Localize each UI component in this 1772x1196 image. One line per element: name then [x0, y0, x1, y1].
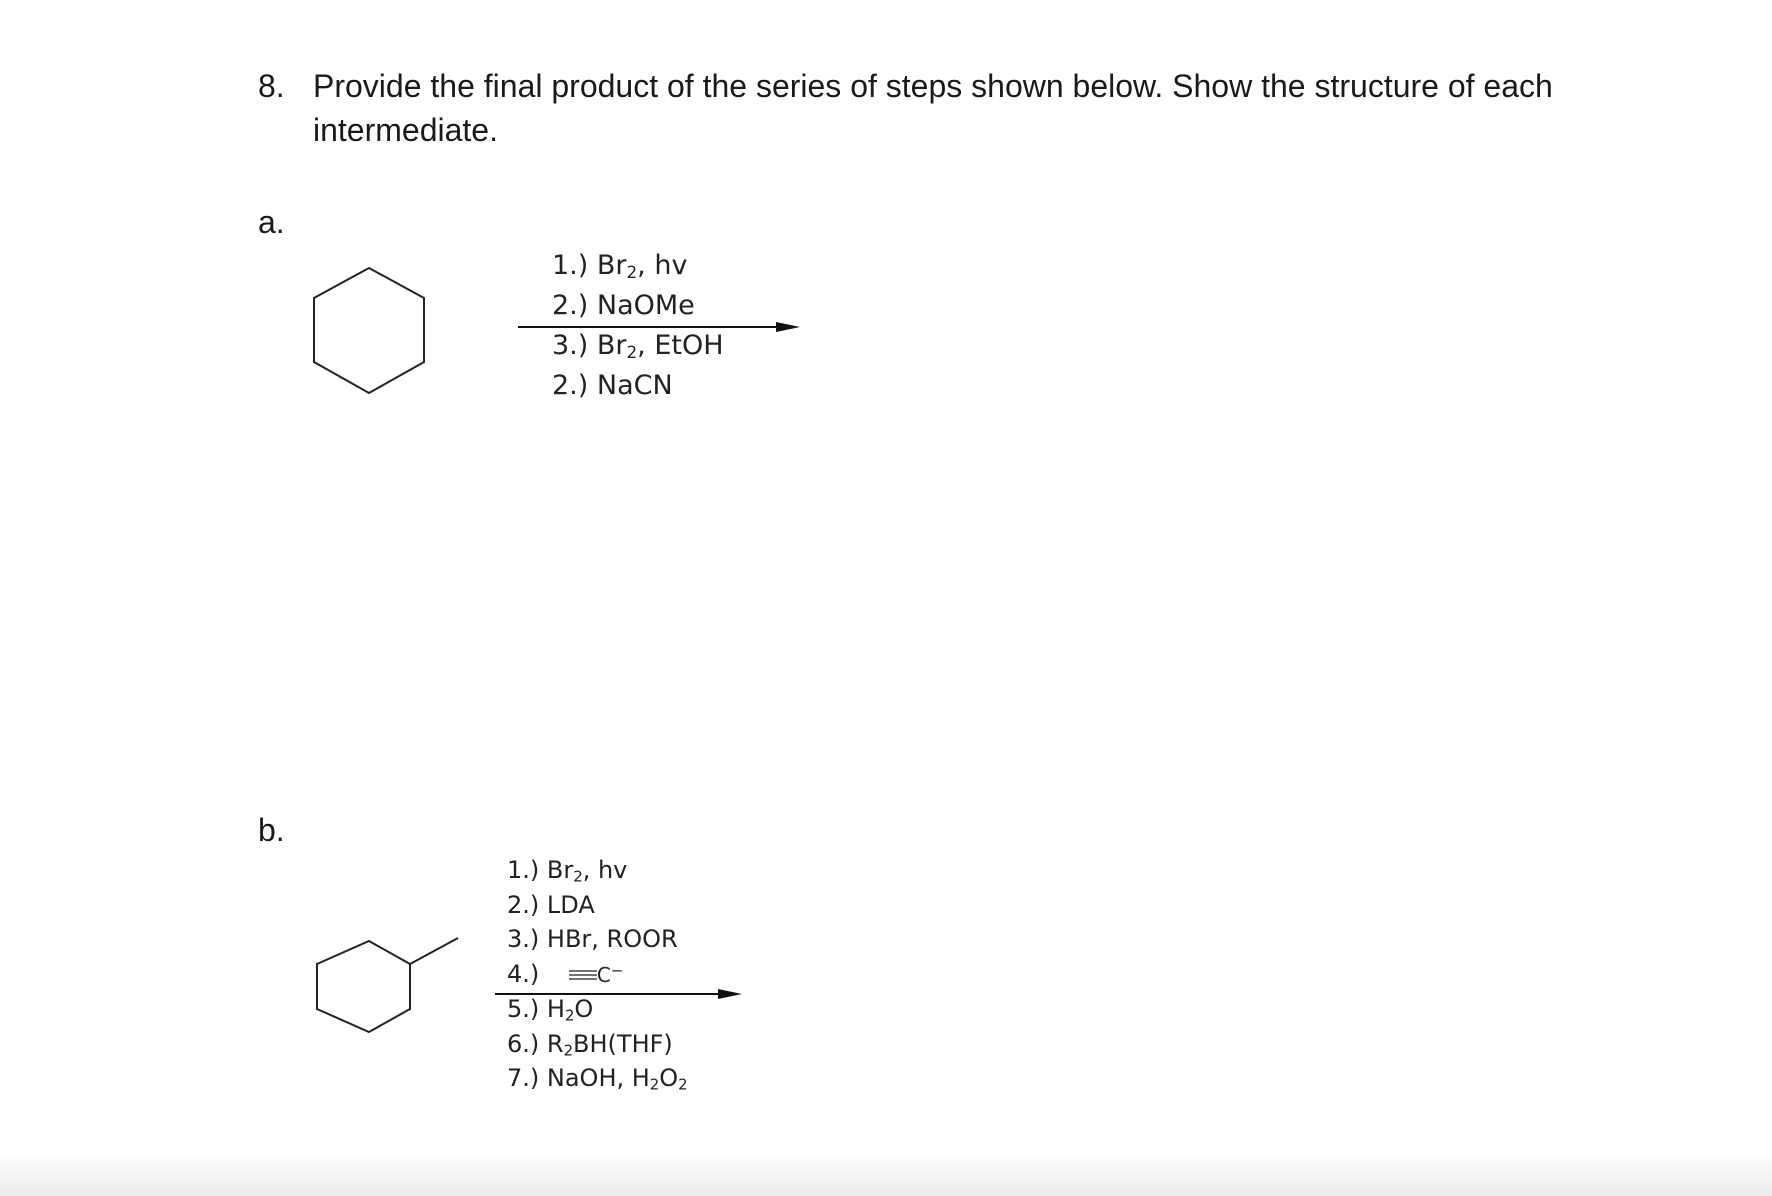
- part-b-reagent-2: 2.) LDA: [507, 890, 595, 919]
- reagent-step-number: 3.): [507, 925, 547, 953]
- reagent-step-number: 5.): [507, 995, 547, 1023]
- part-a-label: a.: [258, 204, 285, 240]
- part-a-reagent-2: 2.) NaOMe: [552, 290, 695, 321]
- part-a-reagent-3: 3.) $Br_2$, EtOH: [552, 330, 724, 363]
- part-b-arrow-head: [718, 989, 742, 999]
- part-a-reagent-1: 1.) $Br_2$, hv: [552, 250, 688, 283]
- reagent-step-number: 6.): [507, 1029, 547, 1058]
- part-b-reagent-5: 5.) $H_2O$: [507, 995, 594, 1025]
- reagent-step-number: 1.): [507, 856, 547, 884]
- question-number: 8.: [258, 68, 285, 104]
- part-b-reagent-7: 7.) NaOH, $H_2O_2$: [507, 1064, 688, 1094]
- reagent-step-number: 4.): [507, 959, 547, 988]
- part-b-reagent-3: 3.) HBr, ROOR: [507, 925, 678, 953]
- part-b-reagent-1: 1.) $Br_2$, hv: [507, 856, 628, 886]
- part-b-label: b.: [258, 812, 285, 848]
- reagent-step-number: 2.): [552, 290, 597, 321]
- page-bottom-edge: [0, 1150, 1772, 1196]
- part-a-arrow-head: [776, 322, 800, 332]
- part-b-reagents: [507, 853, 688, 1096]
- cyclohexane-icon: [300, 262, 450, 402]
- part-a-arrow: [518, 326, 780, 328]
- reagent-step-number: 1.): [552, 250, 597, 281]
- part-a-reagent-4: 2.) NaCN: [552, 370, 673, 401]
- part-b-arrow: [495, 993, 725, 995]
- reagent-step-number: 2.): [552, 370, 597, 401]
- part-b-reagent-4: [507, 957, 688, 993]
- reagent-step-number: 3.): [552, 330, 597, 361]
- part-b-reagent-6: 6.) $R_2BH(THF)$: [507, 1029, 673, 1060]
- acetylide-icon: C−: [596, 960, 624, 987]
- methylcyclohexane-icon: [300, 926, 470, 1056]
- reagent-step-number: 2.): [507, 890, 547, 919]
- question-8: [258, 64, 1658, 152]
- reagent-step-number: 7.): [507, 1064, 547, 1092]
- question-text: Provide the final product of the series of steps shown below. Show the structure of each intermediate.: [313, 68, 1553, 148]
